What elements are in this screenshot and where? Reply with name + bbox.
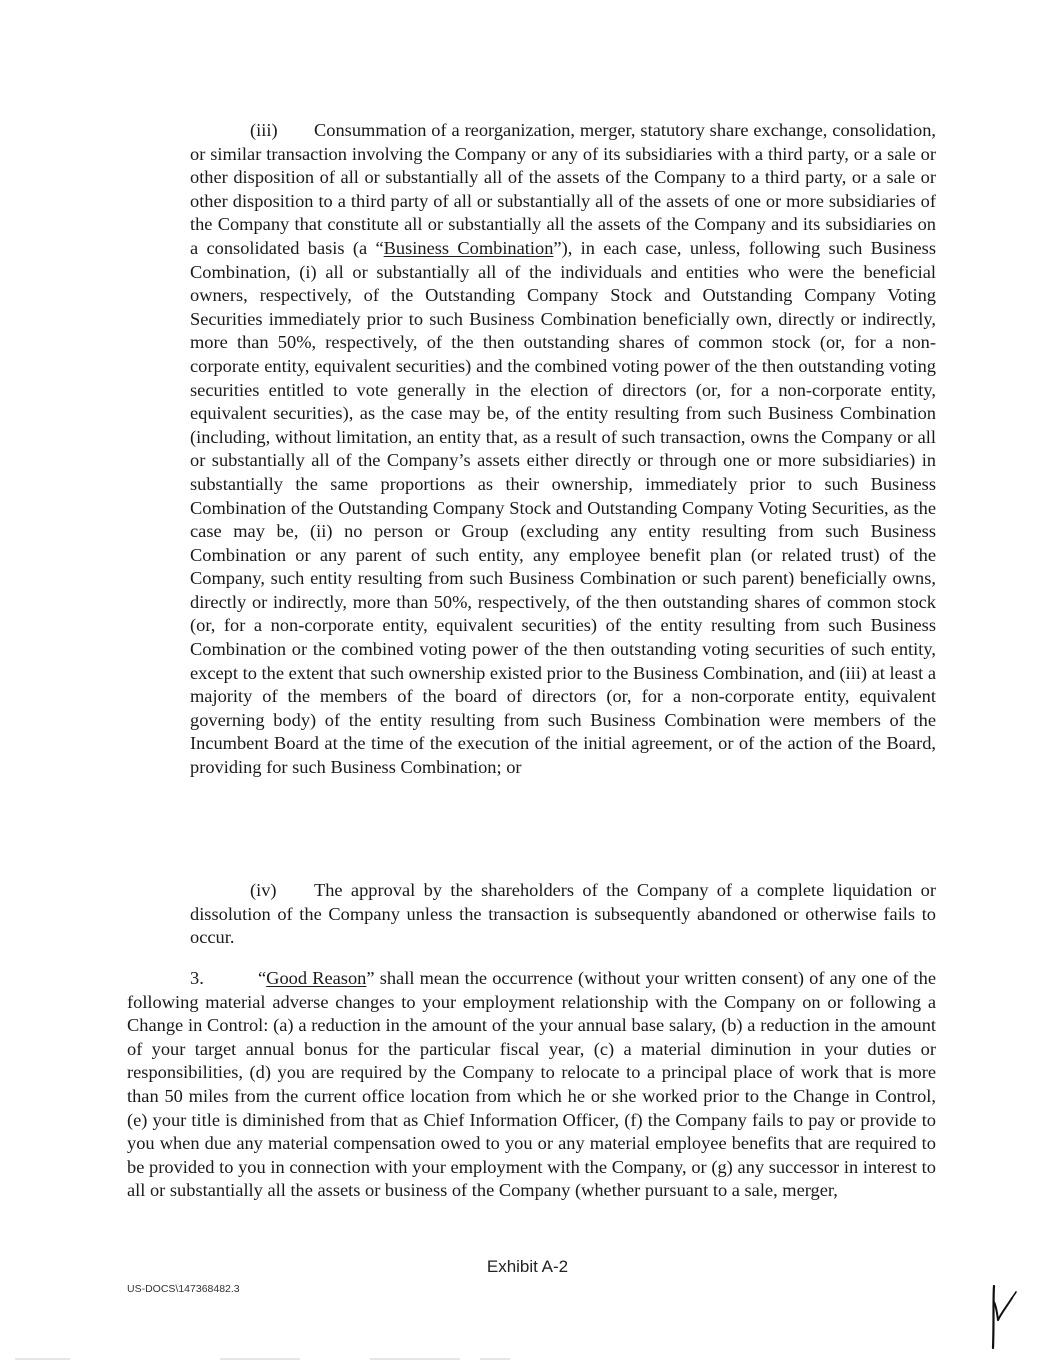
paragraph-iii-text-before: Consummation of a reorganization, merger, statutory share exchange, consolidation, or similar transaction involving the Company or any of its subsidiaries with a third party, or a sale or other disposition of all or substantially all of the assets of the Company to a third party, or a sale or other disposition to a third party of all or substantially all of the assets of one or more subsidiaries of the Company that constitute all or substantially all the assets of the Company and its subsidiaries on a consolidated basis (a “ xyxy=(190,120,936,258)
scan-artifact-middle-2 xyxy=(370,1358,460,1360)
paragraph-3-text-after: ” shall mean the occurrence (without your written consent) of any one of the following material adverse changes to your employment relationship with the Company on or following a Change in Control: (a) a reduction in the amount of the your annual base salary, (b) a reduction in the amount of your target annual bonus for the particular fiscal year, (c) a material diminution in your duties or responsibilities, (d) you are required by the Company to relocate to a principal place of work that is more than 50 miles from the current office location from which he or she worked prior to the Change in Control, (e) your title is diminished from that as Chief Information Officer, (f) the Company fails to pay or provide to you when due any material compensation owed to you or any material employee benefits that are required to be provided to you in connection with your employment with the Company, or (g) any successor in interest to all or substantially all the assets or business of the Company (whether pursuant to a sale, merger, xyxy=(127,968,937,1201)
paragraph-3-number: 3. xyxy=(190,968,204,988)
scan-artifact-right xyxy=(480,1358,510,1360)
paragraph-iv-number-wrap xyxy=(250,879,314,903)
document-id: US-DOCS\147368482.3 xyxy=(127,1283,240,1295)
defined-term-business-combination: Business Combination xyxy=(383,237,554,258)
paragraph-iv-text: The approval by the shareholders of the Company of a complete liquidation or dissolution of the Company unless the transaction is subsequently abandoned or otherwise fails to occur. xyxy=(190,880,936,948)
paragraph-iii-number-wrap xyxy=(250,119,314,143)
paragraph-iv-number: (iv) xyxy=(250,880,277,900)
paragraph-3 xyxy=(127,967,936,1203)
paragraph-iii-number: (iii) xyxy=(250,120,278,140)
scan-artifact-left xyxy=(15,1358,70,1360)
paragraph-iii xyxy=(190,119,936,780)
paragraph-3-open-quote: “ xyxy=(258,968,267,988)
scan-artifact-middle xyxy=(220,1358,300,1360)
page-label: Exhibit A-2 xyxy=(486,1257,569,1276)
paragraph-3-number-wrap xyxy=(190,967,258,991)
handwritten-initials-icon xyxy=(982,1282,1022,1352)
paragraph-iii-text-after: ”), in each case, unless, following such Business Combination, (i) all or substantially all of the individuals and entities who were the beneficial owners, respectively, of the Outstanding Company Stock and Outstanding Company Voting Securities immediately prior to such Business Combination beneficially own, directly or indirectly, more than 50%, respectively, of the then outstanding shares of common stock (or, for a non-corporate entity, equivalent securities) and the combined voting power of the then outstanding voting securities entitled to vote generally in the election of directors (or, for a non-corporate entity, equivalent securities), as the case may be, of the entity resulting from such Business Combination (including, without limitation, an entity that, as a result of such transaction, owns the Company or all or substantially all of the Company’s assets either directly or through one or more subsidiaries) in substantially the same proportions as their ownership, immediately prior to such Business Combination of the Outstanding Company Stock and Outstanding Company Voting Securities, as the case may be, (ii) no person or Group (excluding any entity resulting from such Business Combination or any parent of such entity, any employee benefit plan (or related trust) of the Company, such entity resulting from such Business Combination or such parent) beneficially owns, directly or indirectly, more than 50%, respectively, of the then outstanding shares of common stock (or, for a non-corporate entity, equivalent securities) of the entity resulting from such Business Combination or the combined voting power of the then outstanding voting securities of such entity, except to the extent that such ownership existed prior to the Business Combination, and (iii) at least a majority of the members of the board of directors (or, for a non-corporate entity, equivalent governing body) of the entity resulting from such Business Combination were members of the Incumbent Board at the time of the execution of the initial agreement, or of the action of the Board, providing for such Business Combination; or xyxy=(190,237,936,778)
defined-term-good-reason: Good Reason xyxy=(266,968,367,988)
paragraph-iv xyxy=(190,879,936,950)
